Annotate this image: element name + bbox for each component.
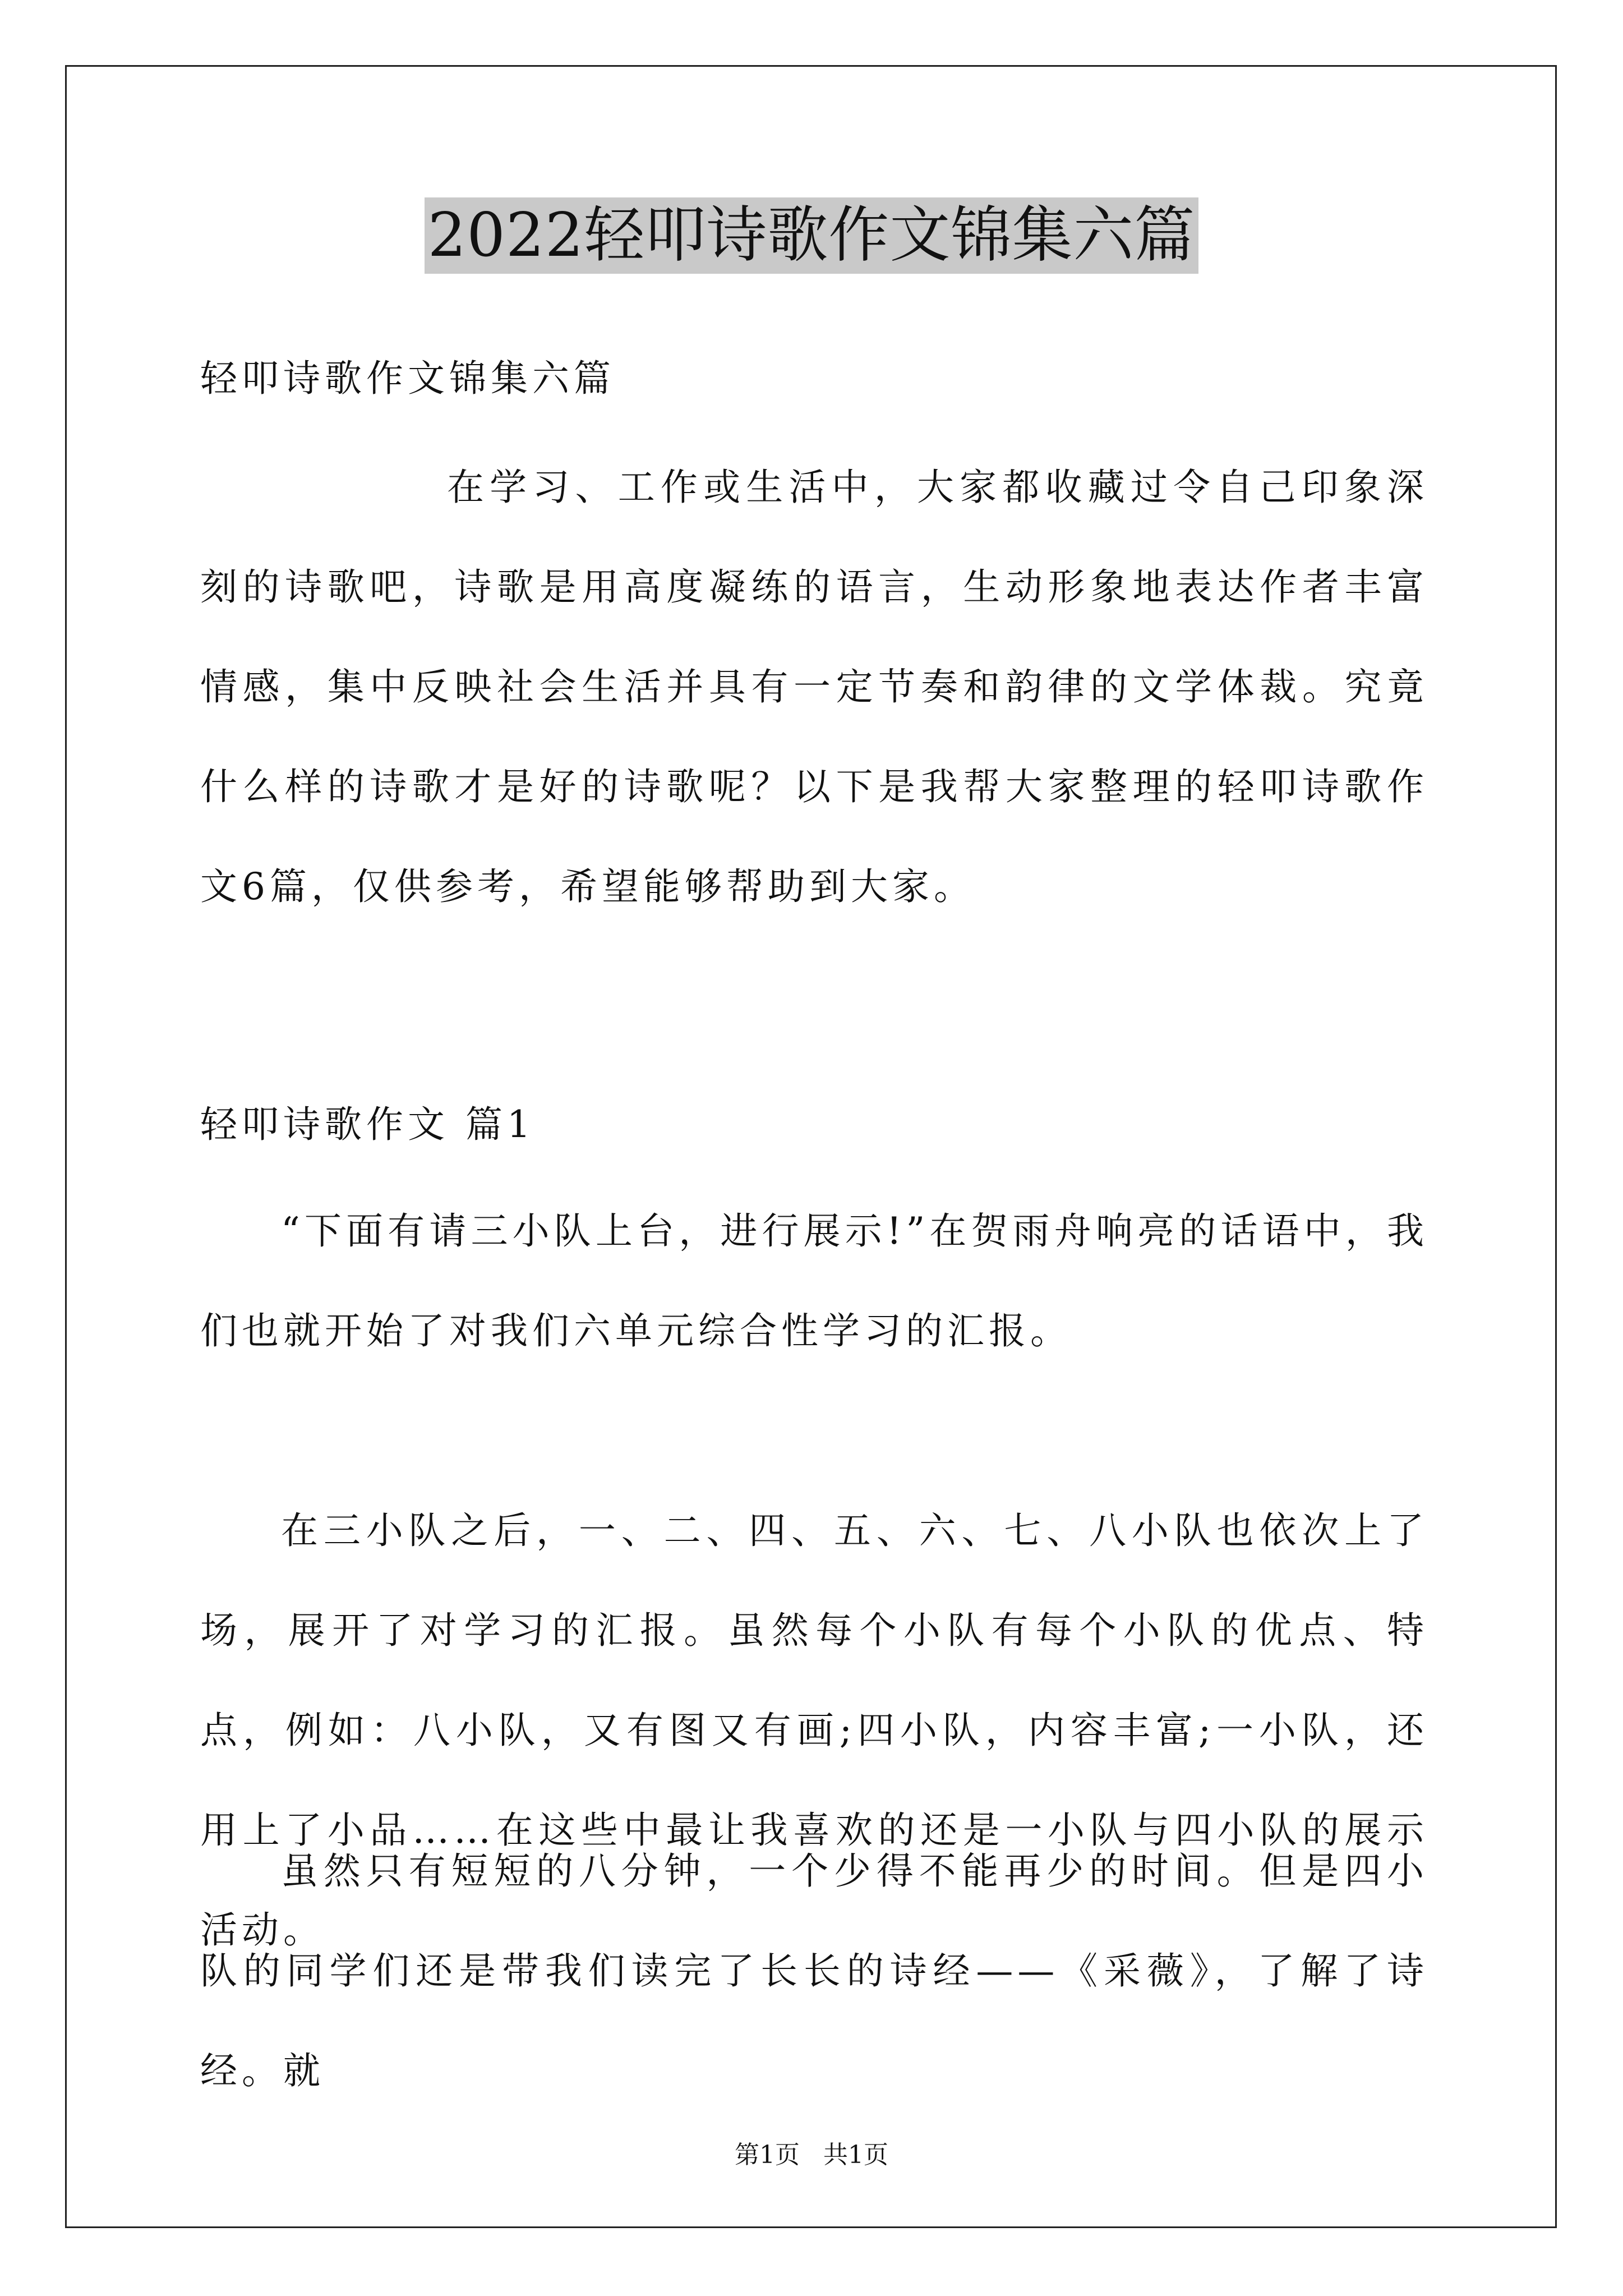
body-paragraph-2: 在三小队之后，一、二、四、五、六、七、八小队也依次上了场，展开了对学习的汇报。虽然每个小队有每个小队的优点、特点，例如：八小队，又有图又有画;四小队，内容丰富;一小队，还用上了小品……在这些中最让我喜欢的还是一小队与四小队的展示活动。: [200, 1509, 1428, 1952]
page-footer: 第1页 共1页: [735, 2141, 888, 2169]
body-paragraph-3: 虽然只有短短的八分钟，一个少得不能再少的时间。但是四小队的同学们还是带我们读完了长长的诗经——《采薇》，了解了诗经。就: [200, 1849, 1428, 2092]
section-heading: 轻叩诗歌作文 篇1: [200, 1103, 535, 1146]
body-paragraph-1: “下面有请三小队上台，进行展示!”在贺雨舟响亮的话语中，我们也就开始了对我们六单元综合性学习的汇报。: [200, 1209, 1428, 1352]
document-title: 2022轻叩诗歌作文锦集六篇: [425, 197, 1199, 274]
document-subtitle: 轻叩诗歌作文锦集六篇: [200, 357, 615, 400]
intro-paragraph: 在学习、工作或生活中，大家都收藏过令自己印象深刻的诗歌吧，诗歌是用高度凝练的语言，生动形象地表达作者丰富情感，集中反映社会生活并具有一定节奏和韵律的文学体裁。究竟什么样的诗歌才是好的诗歌呢？以下是我帮大家整理的轻叩诗歌作文6篇，仅供参考，希望能够帮助到大家。: [200, 466, 1428, 908]
title-container: [0, 197, 1623, 274]
